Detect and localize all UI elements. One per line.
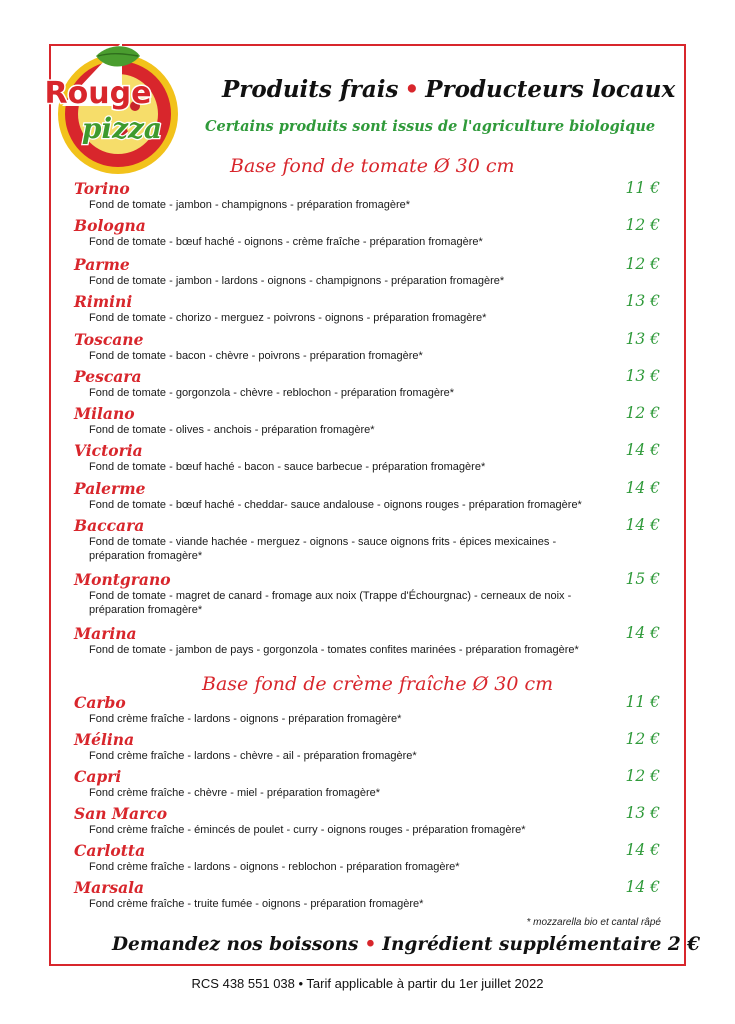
menu-item: [74, 404, 664, 437]
item-description: Fond crème fraîche - truite fumée - oignons - préparation fromagère*: [89, 898, 424, 910]
item-price: 12 €: [625, 404, 660, 422]
legal-footer: RCS 438 551 038 • Tarif applicable à partir du 1er juillet 2022: [191, 976, 544, 991]
menu-item: [74, 479, 664, 512]
item-price: 13 €: [625, 367, 660, 385]
menu-item: [74, 367, 664, 400]
header-subtitle: Certains produits sont issus de l'agriculture biologique: [205, 118, 656, 135]
header-left: Produits frais: [222, 76, 399, 103]
item-name: Montgrano: [74, 570, 171, 589]
menu-item: [74, 841, 664, 874]
item-name: Rimini: [74, 292, 133, 311]
bottom-separator: •: [364, 934, 377, 955]
item-name: Baccara: [74, 516, 145, 535]
section-title-creme: Base fond de crème fraîche Ø 30 cm: [202, 673, 554, 695]
item-description: Fond de tomate - jambon - lardons - oignons - champignons - préparation fromagère*: [89, 275, 505, 287]
item-price: 13 €: [625, 330, 660, 348]
item-name: San Marco: [74, 804, 168, 823]
item-price: 11 €: [625, 693, 660, 711]
item-description: Fond crème fraîche - lardons - oignons - reblochon - préparation fromagère*: [89, 861, 460, 873]
menu-item: [74, 255, 664, 288]
item-price: 15 €: [625, 570, 660, 588]
item-description: Fond crème fraîche - lardons - chèvre - ail - préparation fromagère*: [89, 750, 417, 762]
item-price: 14 €: [625, 441, 660, 459]
menu-item: [74, 330, 664, 363]
item-price: 14 €: [625, 878, 660, 896]
item-name: Capri: [74, 767, 122, 786]
item-name: Carbo: [74, 693, 126, 712]
item-price: 11 €: [625, 179, 660, 197]
item-name: Milano: [74, 404, 135, 423]
menu-item: [74, 216, 664, 249]
logo-word-rouge: Rouge: [44, 76, 152, 111]
menu-item: [74, 516, 664, 563]
menu-item: [74, 804, 664, 837]
header-right: Producteurs locaux: [425, 76, 676, 103]
item-description: Fond de tomate - olives - anchois - préparation fromagère*: [89, 424, 375, 436]
item-name: Marsala: [74, 878, 145, 897]
item-description: Fond de tomate - chorizo - merguez - poivrons - oignons - préparation fromagère*: [89, 312, 487, 324]
item-name: Mélina: [74, 730, 135, 749]
item-price: 12 €: [625, 767, 660, 785]
item-price: 12 €: [625, 216, 660, 234]
item-price: 14 €: [625, 624, 660, 642]
item-price: 13 €: [625, 292, 660, 310]
item-name: Bologna: [74, 216, 146, 235]
item-name: Torino: [74, 179, 130, 198]
item-price: 12 €: [625, 730, 660, 748]
item-description: Fond crème fraîche - émincés de poulet - curry - oignons rouges - préparation fromagère*: [89, 824, 526, 836]
item-price: 14 €: [625, 516, 660, 534]
menu-item: [74, 441, 664, 474]
item-description: Fond de tomate - bœuf haché - oignons - crème fraîche - préparation fromagère*: [89, 236, 483, 248]
item-description: Fond de tomate - viande hachée - merguez - oignons - sauce oignons frits - épices mexicaines - préparation fromagère*: [89, 536, 557, 562]
item-name: Toscane: [74, 330, 144, 349]
section-title-tomate: Base fond de tomate Ø 30 cm: [230, 155, 515, 177]
item-name: Carlotta: [74, 841, 146, 860]
logo-word-pizza: pizza: [81, 112, 163, 145]
item-description: Fond de tomate - bacon - chèvre - poivrons - préparation fromagère*: [89, 350, 423, 362]
item-name: Parme: [74, 255, 130, 274]
item-description: Fond de tomate - magret de canard - fromage aux noix (Trappe d'Échourgnac) - cerneaux de noix - préparation fromagère*: [89, 590, 572, 616]
ingredient-note: * mozzarella bio et cantal râpé: [526, 917, 661, 928]
item-description: Fond de tomate - bœuf haché - cheddar- sauce andalouse - oignons rouges - préparation fromagère*: [89, 499, 582, 511]
menu-item: [74, 767, 664, 800]
menu-item: [74, 179, 664, 212]
bottom-tagline: [112, 934, 700, 955]
item-price: 14 €: [625, 841, 660, 859]
item-price: 14 €: [625, 479, 660, 497]
item-price: 13 €: [625, 804, 660, 822]
menu-item: [74, 624, 664, 657]
item-description: Fond de tomate - jambon - champignons - préparation fromagère*: [89, 199, 411, 211]
bottom-left: Demandez nos boissons: [112, 934, 359, 955]
item-description: Fond de tomate - gorgonzola - chèvre - reblochon - préparation fromagère*: [89, 387, 455, 399]
menu-item: [74, 878, 664, 911]
menu-item: [74, 730, 664, 763]
menu-item: [74, 693, 664, 726]
item-price: 12 €: [625, 255, 660, 273]
menu-item: [74, 292, 664, 325]
item-description: Fond de tomate - bœuf haché - bacon - sauce barbecue - préparation fromagère*: [89, 461, 486, 473]
menu-item: [74, 570, 664, 617]
item-name: Victoria: [74, 441, 143, 460]
rouge-pizza-logo: [40, 28, 190, 178]
item-name: Pescara: [74, 367, 142, 386]
item-description: Fond de tomate - jambon de pays - gorgonzola - tomates confites marinées - préparation fromagère*: [89, 644, 579, 656]
header-tagline: [222, 76, 676, 103]
header-separator: •: [404, 76, 420, 103]
item-name: Marina: [74, 624, 137, 643]
item-description: Fond crème fraîche - chèvre - miel - préparation fromagère*: [89, 787, 381, 799]
bottom-right: Ingrédient supplémentaire 2 €: [382, 934, 701, 955]
item-description: Fond crème fraîche - lardons - oignons - préparation fromagère*: [89, 713, 402, 725]
logo-graphic: [40, 28, 190, 178]
item-name: Palerme: [74, 479, 146, 498]
